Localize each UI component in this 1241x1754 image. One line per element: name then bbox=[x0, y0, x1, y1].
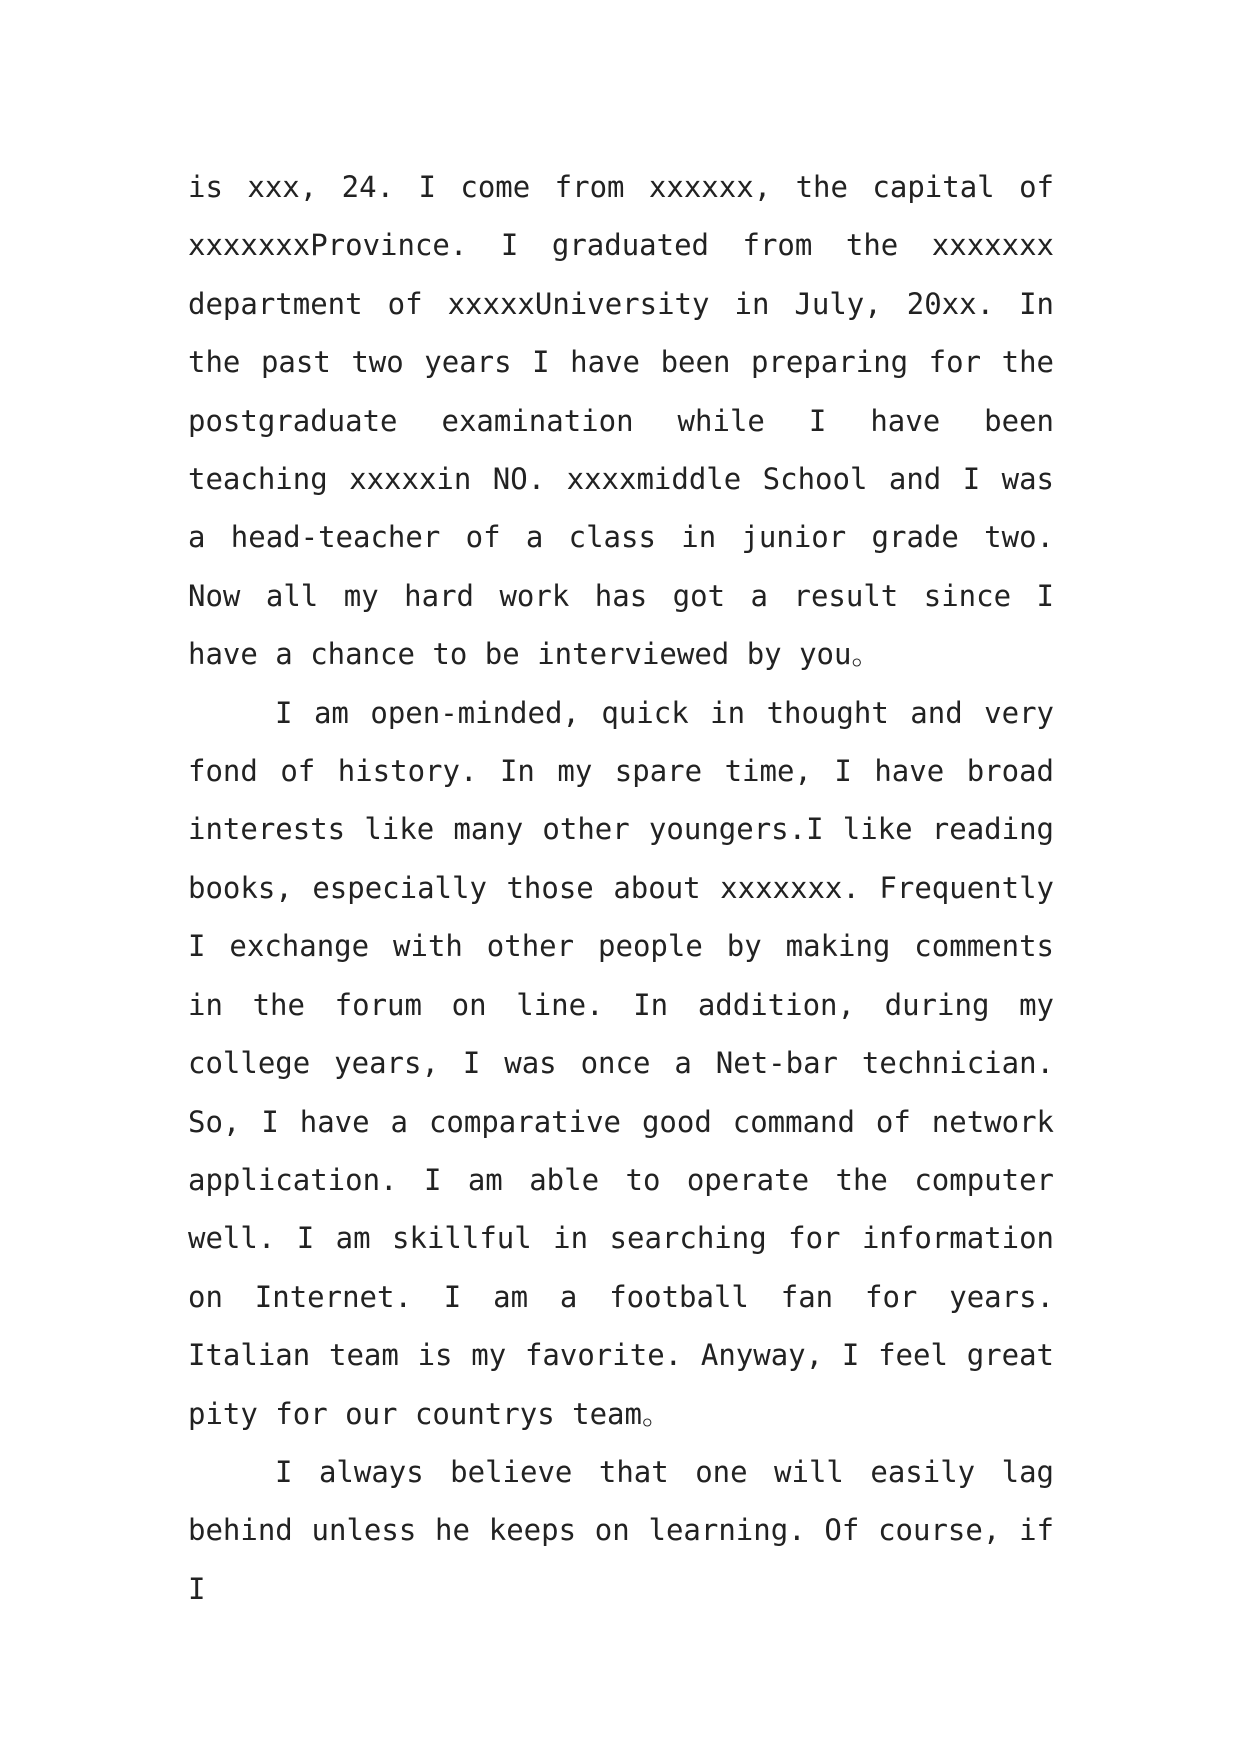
document-body bbox=[188, 158, 1054, 1618]
paragraph-intro: is xxx, 24. I come from xxxxxx, the capital of xxxxxxxProvince. I graduated from the xxxxxxx department of xxxxxUniversity in July, 20xx. In the past two years I have been preparing for the postgraduate examination while I have been teaching xxxxxin NO. xxxxmiddle School and I was a head-teacher of a class in junior grade two. Now all my hard work has got a result since I have a chance to be interviewed by you。 bbox=[188, 170, 1054, 672]
paragraph-learning: I always believe that one will easily lag behind unless he keeps on learning. Of course, if I bbox=[188, 1454, 1054, 1606]
paragraph-personality: I am open-minded, quick in thought and very fond of history. In my spare time, I have broad interests like many other youngers.I like reading books, especially those about xxxxxxx. Frequently I exchange with other people by making comments in the forum on line. In addition, during my college years, I was once a Net-bar technician. So, I have a comparative good command of network application. I am able to operate the computer well. I am skillful in searching for information on Internet. I am a football fan for years. Italian team is my favorite. Anyway, I feel great pity for our countrys team。 bbox=[188, 695, 1054, 1431]
